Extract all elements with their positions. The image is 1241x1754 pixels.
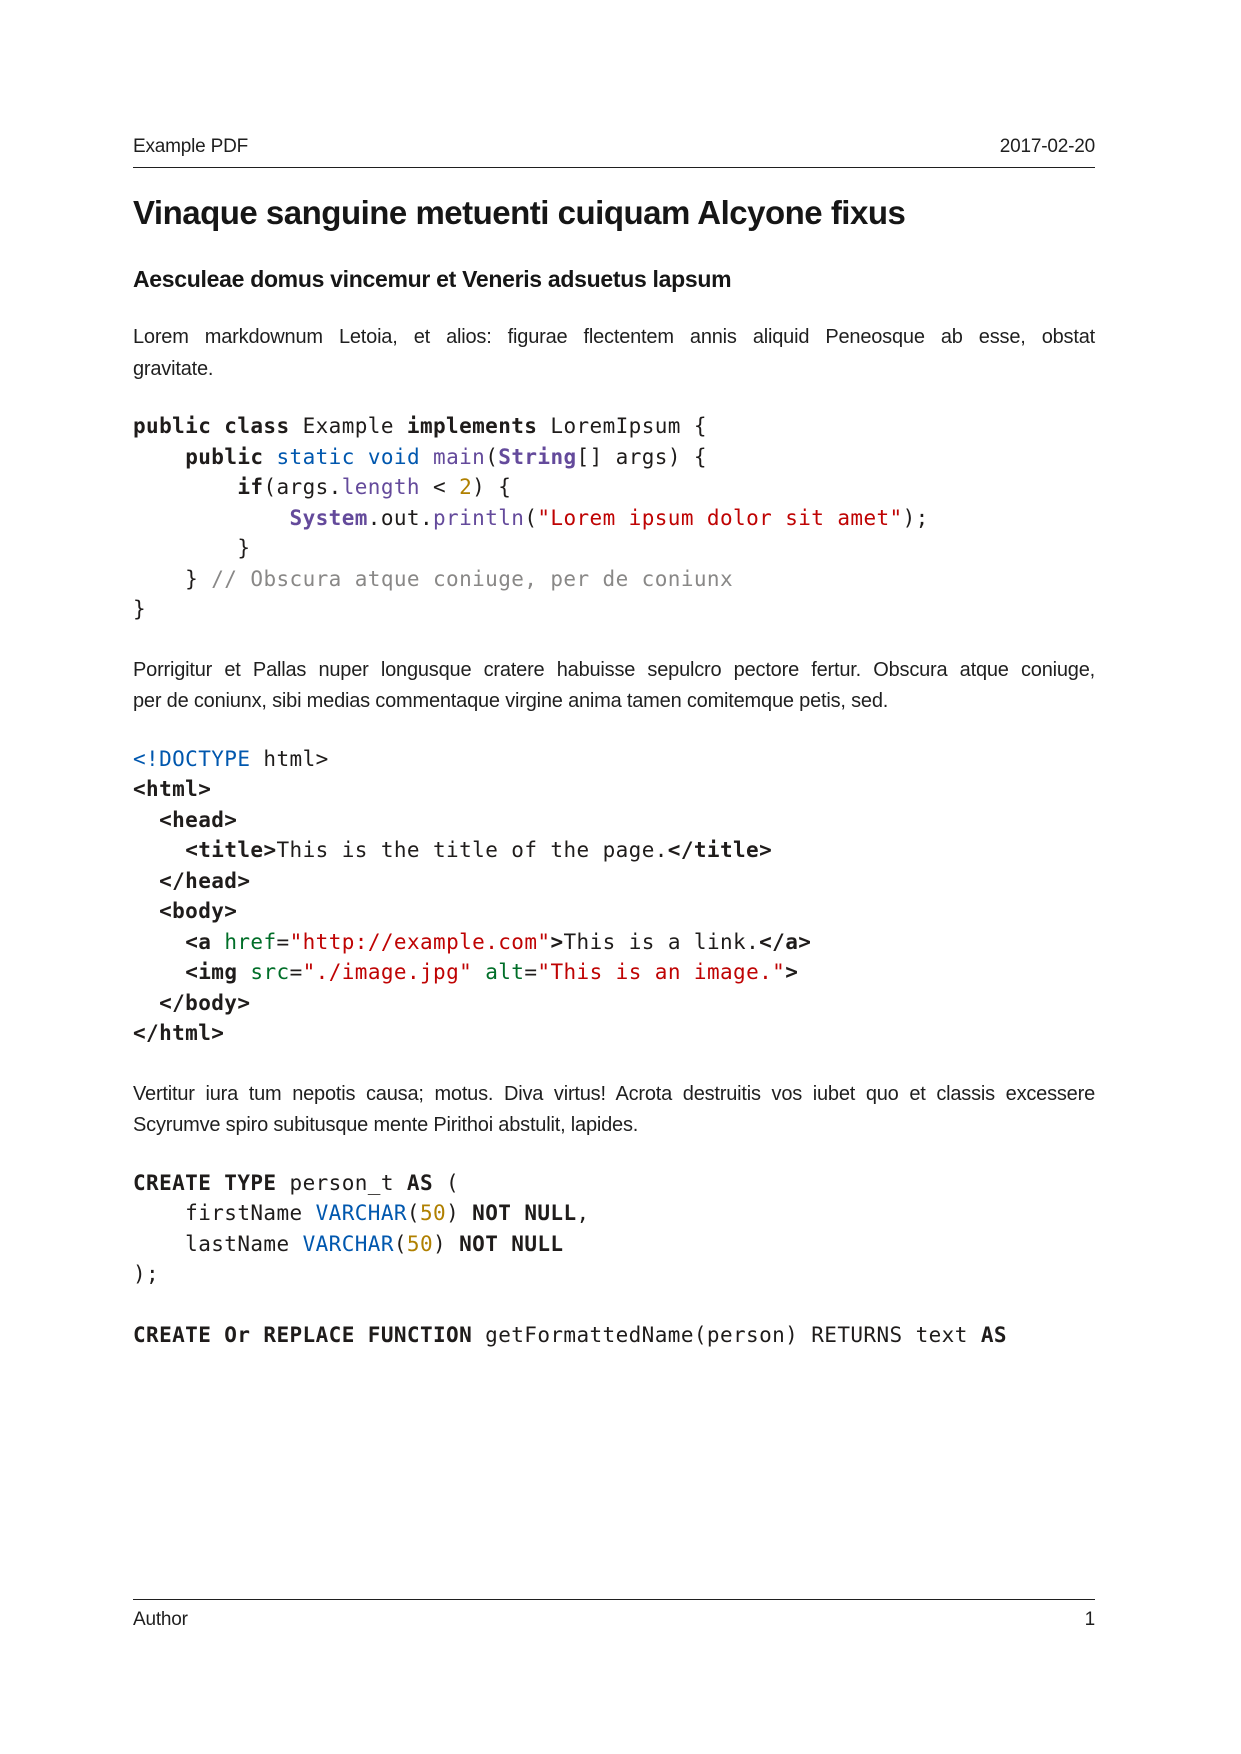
paragraph-line: gravitate. bbox=[133, 357, 214, 380]
header-date: 2017-02-20 bbox=[999, 136, 1095, 157]
code-line bbox=[133, 866, 1095, 897]
code-line bbox=[133, 774, 1095, 805]
code-token: LoremIpsum { bbox=[537, 414, 707, 439]
code-token: <head> bbox=[159, 807, 238, 832]
paragraph-line: Scyrumve spiro subitusque mente Pirithoi abstulit, lapides. bbox=[133, 1114, 639, 1137]
code-token: ); bbox=[133, 1262, 160, 1287]
footer-page-number: 1 bbox=[1084, 1609, 1095, 1630]
code-token bbox=[133, 991, 159, 1015]
code-token: static bbox=[276, 444, 355, 469]
code-token: alt bbox=[485, 960, 525, 985]
code-line bbox=[133, 1168, 1095, 1199]
code-token: 50 bbox=[419, 1201, 447, 1226]
code-token: ( bbox=[393, 1231, 407, 1256]
code-line bbox=[133, 957, 1095, 988]
code-token: href bbox=[224, 929, 277, 954]
footer-author: Author bbox=[133, 1609, 188, 1630]
code-line bbox=[133, 564, 1095, 595]
code-token: , bbox=[576, 1201, 590, 1226]
code-token: NOT NULL bbox=[459, 1231, 564, 1256]
code-token: CREATE TYPE bbox=[133, 1170, 277, 1195]
code-token: VARCHAR bbox=[302, 1231, 394, 1256]
code-token: </a> bbox=[759, 929, 812, 954]
code-token: > bbox=[785, 960, 799, 985]
code-token: "This is an image." bbox=[537, 960, 786, 985]
code-token: (args. bbox=[263, 475, 342, 500]
code-token: // Obscura atque coniuge, per de coniunx bbox=[211, 566, 733, 591]
code-token bbox=[133, 869, 159, 893]
code-token: <a bbox=[185, 929, 212, 954]
code-line bbox=[133, 1018, 1095, 1049]
paragraph-porrigitur bbox=[133, 655, 1095, 718]
section-subtitle: Aesculeae domus vincemur et Veneris adsuetus lapsum bbox=[133, 265, 732, 292]
code-token: person_t bbox=[276, 1170, 407, 1195]
code-token bbox=[133, 960, 185, 984]
code-token: System bbox=[289, 505, 368, 530]
code-token: This is the title of the page. bbox=[276, 838, 668, 863]
code-token: firstName bbox=[133, 1201, 316, 1226]
code-token: "./image.jpg" bbox=[302, 960, 473, 985]
code-token: </body> bbox=[159, 990, 251, 1015]
code-token bbox=[420, 445, 433, 469]
code-token: CREATE Or REPLACE FUNCTION bbox=[133, 1323, 473, 1348]
code-token: if bbox=[237, 475, 264, 500]
code-token: <!DOCTYPE bbox=[133, 746, 251, 771]
code-token bbox=[211, 930, 224, 954]
code-token: <body> bbox=[159, 899, 238, 924]
code-token: println bbox=[433, 505, 525, 530]
code-line bbox=[133, 744, 1095, 775]
code-line bbox=[133, 1290, 1095, 1321]
code-token bbox=[237, 960, 250, 984]
code-token: } bbox=[133, 536, 251, 561]
code-token: AS bbox=[980, 1323, 1007, 1348]
code-line bbox=[133, 1229, 1095, 1260]
code-token bbox=[133, 808, 159, 832]
code-token: lastName bbox=[133, 1231, 303, 1256]
code-line bbox=[133, 533, 1095, 564]
code-token: main bbox=[433, 444, 486, 469]
code-token: This is a link. bbox=[563, 929, 760, 954]
code-token: public bbox=[185, 444, 264, 469]
code-token: } bbox=[133, 566, 212, 591]
code-line bbox=[133, 835, 1095, 866]
code-token: .out. bbox=[367, 505, 434, 530]
code-token: = bbox=[289, 960, 303, 985]
code-token bbox=[263, 445, 276, 469]
code-token: <title> bbox=[185, 838, 277, 863]
code-token: ( bbox=[406, 1201, 420, 1226]
code-line bbox=[133, 896, 1095, 927]
code-token: ( bbox=[524, 505, 538, 530]
code-line bbox=[133, 927, 1095, 958]
code-line bbox=[133, 472, 1095, 503]
code-line bbox=[133, 1259, 1095, 1290]
html-code-block bbox=[133, 744, 1095, 1049]
paragraph-line: Porrigitur et Pallas nuper longusque cratere habuisse sepulcro pectore fertur. Obscura atque coniuge, bbox=[133, 658, 1095, 681]
page-title: Vinaque sanguine metuenti cuiquam Alcyone fixus bbox=[133, 194, 906, 231]
code-line bbox=[133, 442, 1095, 473]
code-token bbox=[133, 445, 185, 469]
code-token: ( bbox=[485, 444, 499, 469]
code-token: implements bbox=[406, 414, 538, 439]
code-token: html> bbox=[250, 746, 329, 771]
code-line bbox=[133, 805, 1095, 836]
code-token: getFormattedName(person) RETURNS text bbox=[472, 1323, 981, 1348]
code-token: "http://example.com" bbox=[289, 929, 551, 954]
page-content bbox=[133, 0, 1095, 1351]
code-token: void bbox=[367, 444, 420, 469]
code-token: VARCHAR bbox=[315, 1201, 407, 1226]
code-token: 50 bbox=[406, 1231, 434, 1256]
code-token: </title> bbox=[667, 838, 773, 863]
code-token: "Lorem ipsum dolor sit amet" bbox=[537, 505, 903, 530]
page-footer bbox=[133, 1599, 1095, 1631]
code-token: length bbox=[341, 475, 420, 500]
header-document-name: Example PDF bbox=[133, 136, 249, 157]
code-token bbox=[133, 838, 185, 862]
code-token: ( bbox=[433, 1170, 460, 1195]
code-token bbox=[133, 475, 237, 499]
code-line bbox=[133, 1198, 1095, 1229]
code-token: = bbox=[276, 929, 290, 954]
code-token bbox=[133, 899, 159, 923]
code-token bbox=[355, 445, 368, 469]
code-token: < bbox=[419, 475, 460, 500]
code-token: ); bbox=[902, 505, 929, 530]
code-line bbox=[133, 503, 1095, 534]
paragraph-line: per de coniunx, sibi medias commentaque virgine anima tamen comitemque petis, sed. bbox=[133, 690, 889, 713]
code-line bbox=[133, 594, 1095, 625]
code-token: src bbox=[250, 960, 290, 985]
code-token bbox=[133, 506, 290, 530]
paragraph-line: Lorem markdownum Letoia, et alios: figurae flectentem annis aliquid Peneosque ab esse, obstat bbox=[133, 326, 1095, 349]
java-code-block bbox=[133, 411, 1095, 625]
paragraph-vertitur bbox=[133, 1079, 1095, 1142]
code-token: <img bbox=[185, 960, 238, 985]
code-token: = bbox=[524, 960, 538, 985]
sql-code-block bbox=[133, 1168, 1095, 1351]
code-token: } bbox=[133, 597, 147, 622]
page-header bbox=[133, 136, 1095, 168]
code-token: public class bbox=[133, 414, 290, 439]
code-token: AS bbox=[406, 1170, 434, 1195]
code-token: <html> bbox=[133, 777, 212, 802]
paragraph-line: Vertitur iura tum nepotis causa; motus. Diva virtus! Acrota destruitis vos iubet quo et classis excessere bbox=[133, 1082, 1095, 1105]
code-token: </head> bbox=[159, 868, 251, 893]
code-token: </html> bbox=[133, 1021, 225, 1046]
paragraph-lorem bbox=[133, 322, 1095, 385]
code-token: ) bbox=[446, 1201, 473, 1226]
code-token: NOT NULL bbox=[472, 1201, 577, 1226]
code-line bbox=[133, 988, 1095, 1019]
code-token: Example bbox=[289, 414, 407, 439]
code-token: > bbox=[550, 929, 564, 954]
code-token: ) bbox=[433, 1231, 460, 1256]
code-token bbox=[472, 960, 485, 984]
code-token: 2 bbox=[459, 475, 473, 500]
code-token: String bbox=[498, 444, 577, 469]
code-line bbox=[133, 1320, 1095, 1351]
code-token bbox=[133, 930, 185, 954]
code-token: [] args) { bbox=[576, 444, 707, 469]
code-line bbox=[133, 411, 1095, 442]
code-token: ) { bbox=[472, 475, 512, 500]
